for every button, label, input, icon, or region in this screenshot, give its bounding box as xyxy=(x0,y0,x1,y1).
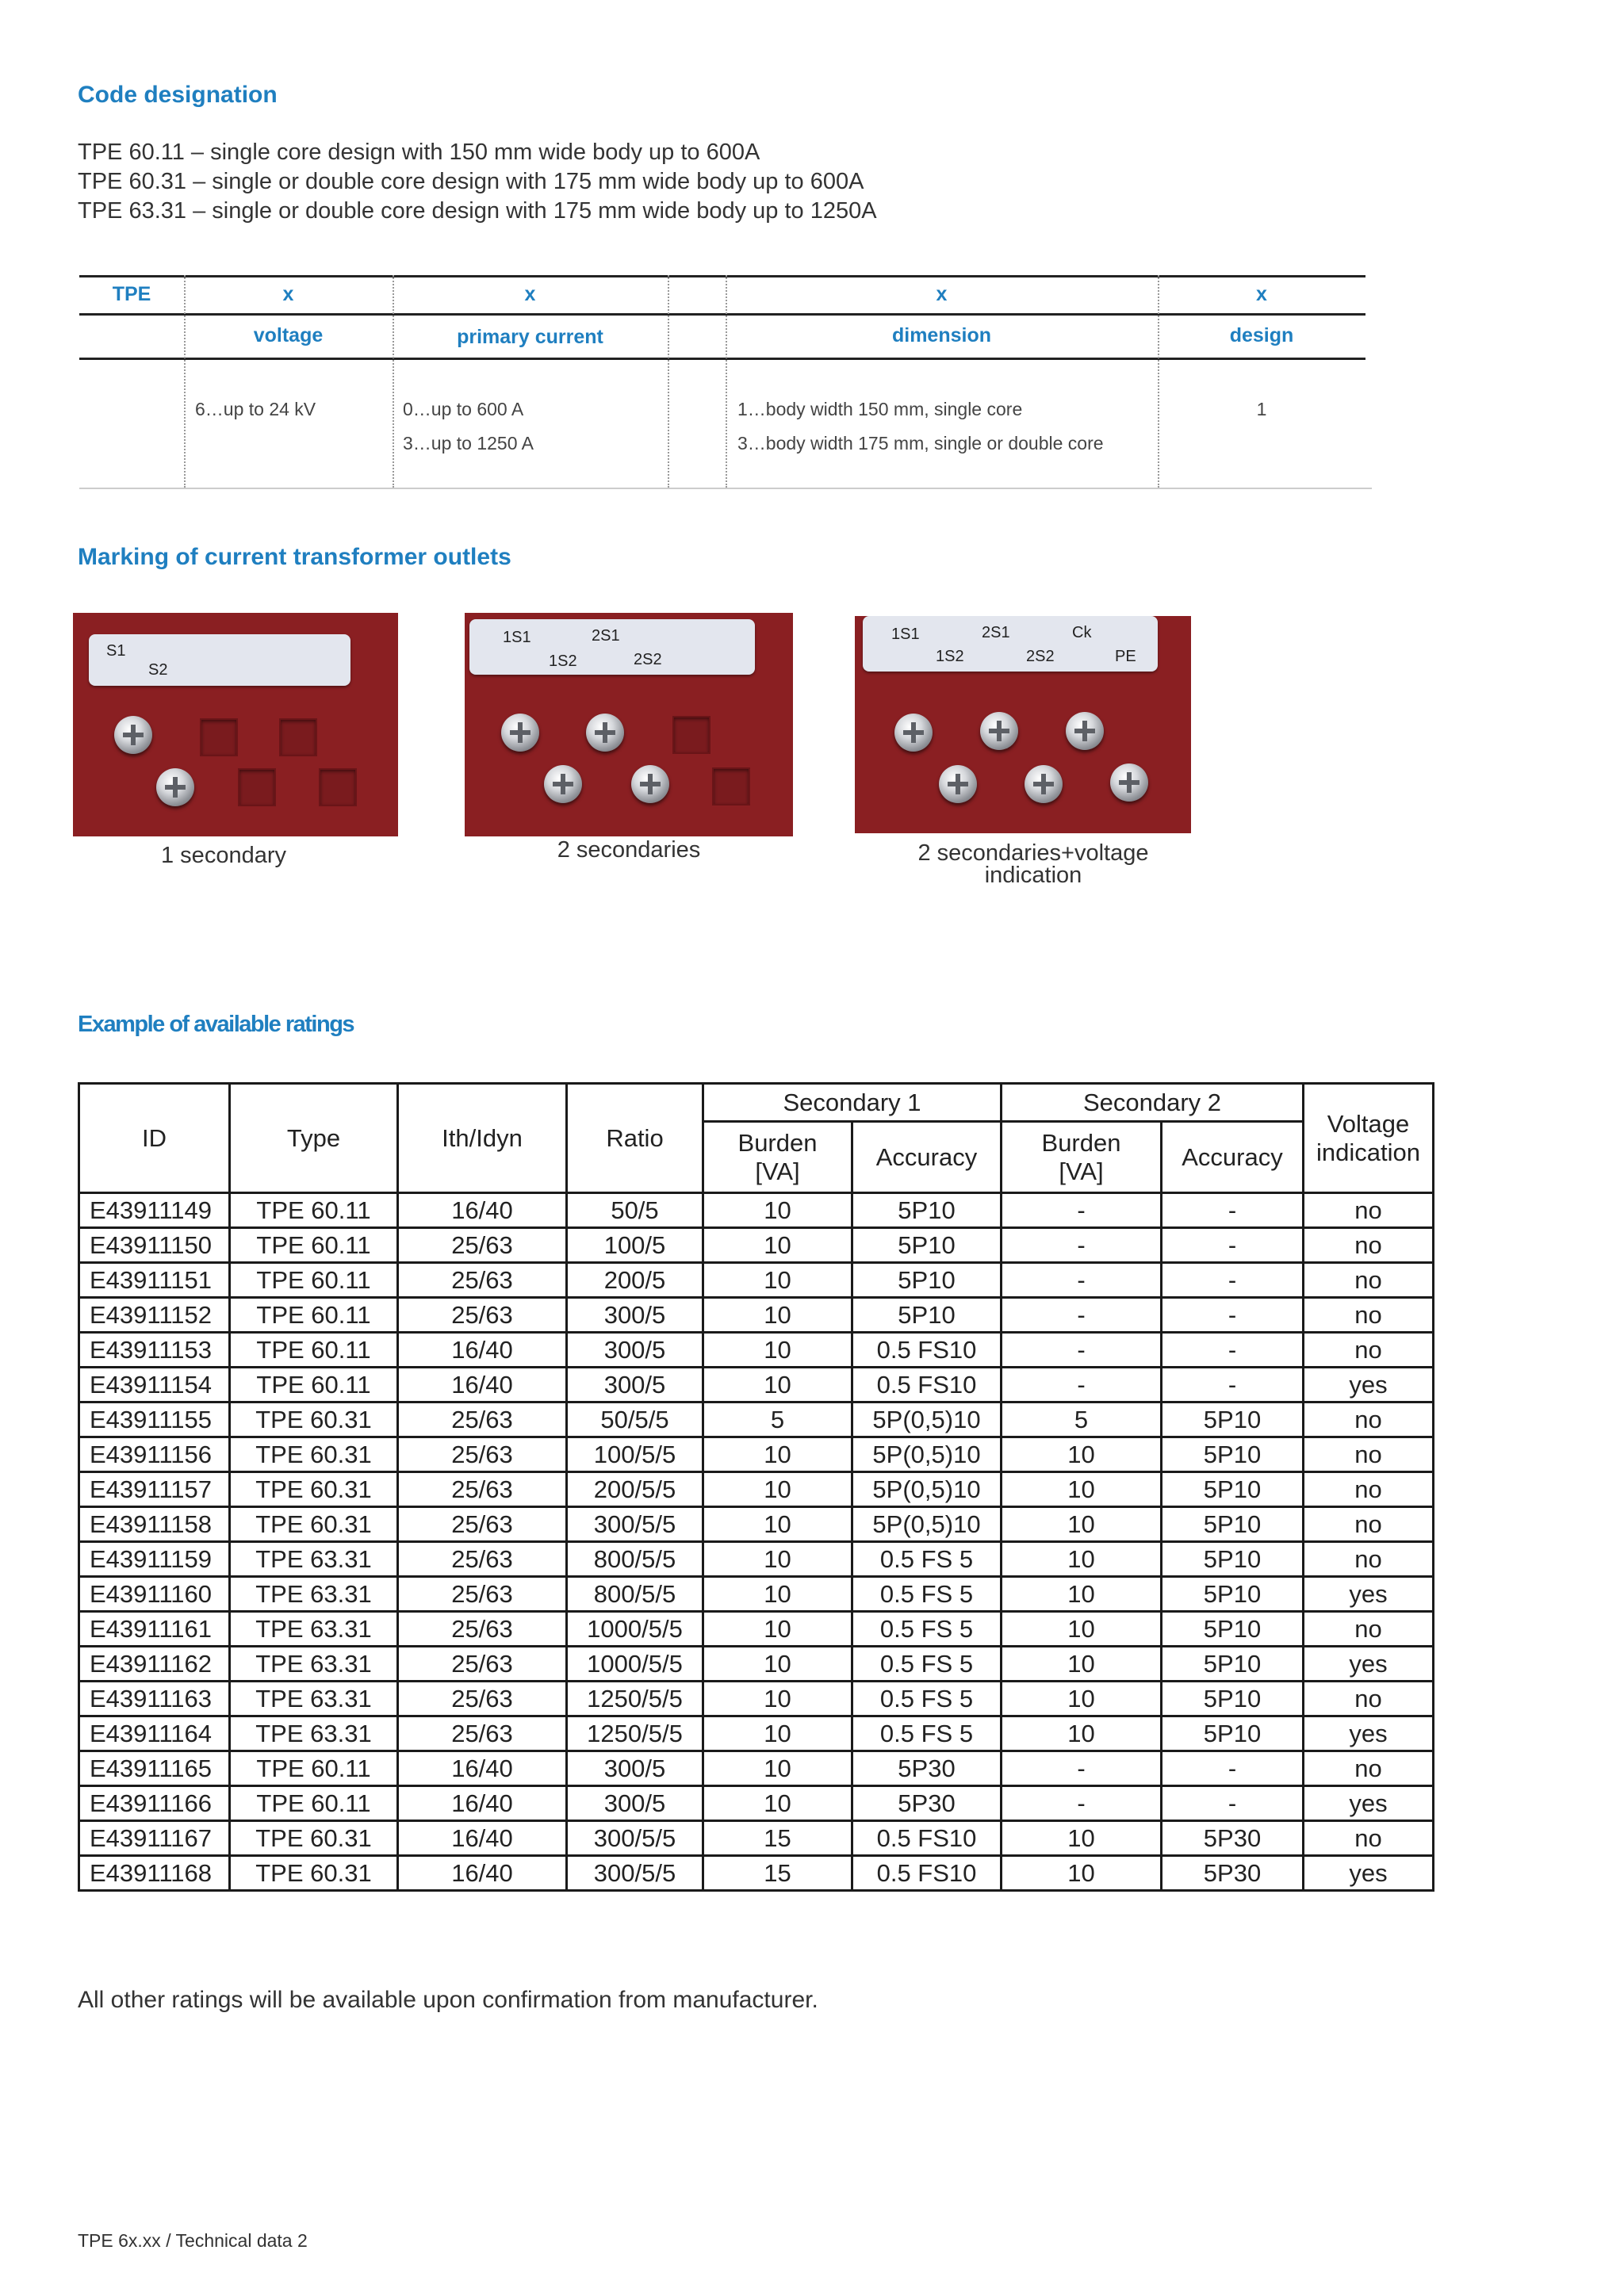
terminal-hole xyxy=(279,718,317,756)
cell-burden-1: 10 xyxy=(703,1193,852,1228)
cell-accuracy-1: 0.5 FS10 xyxy=(852,1856,1002,1891)
code-label-design: design xyxy=(1229,324,1294,346)
terminal-screw xyxy=(894,714,933,752)
cell-burden-1: 10 xyxy=(703,1263,852,1298)
cell-accuracy-1: 5P30 xyxy=(852,1786,1002,1821)
header-accuracy-1: Accuracy xyxy=(852,1122,1002,1193)
cell-burden-2: 10 xyxy=(1002,1856,1162,1891)
cell-burden-1: 10 xyxy=(703,1682,852,1716)
table-row xyxy=(79,1437,1434,1472)
table-row xyxy=(79,1472,1434,1507)
terminal-label: S2 xyxy=(148,661,168,679)
cell-burden-1: 5 xyxy=(703,1402,852,1437)
cell-accuracy-1: 5P30 xyxy=(852,1751,1002,1786)
cell-voltage-indication: yes xyxy=(1304,1716,1434,1751)
cell-burden-2: 10 xyxy=(1002,1507,1162,1542)
cell-voltage-indication: no xyxy=(1304,1612,1434,1647)
cell-accuracy-1: 0.5 FS 5 xyxy=(852,1612,1002,1647)
cell-accuracy-2: 5P10 xyxy=(1162,1682,1304,1716)
table-rule xyxy=(79,488,1372,489)
table-row xyxy=(79,1821,1434,1856)
cell-accuracy-1: 5P(0,5)10 xyxy=(852,1472,1002,1507)
terminal-hole xyxy=(712,767,750,806)
cell-type: TPE 60.31 xyxy=(230,1821,398,1856)
code-label-voltage: voltage xyxy=(253,324,324,346)
header-id: ID xyxy=(79,1084,230,1193)
terminal-hole xyxy=(319,768,357,806)
cell-burden-1: 10 xyxy=(703,1716,852,1751)
page-footer: TPE 6x.xx / Technical data 2 xyxy=(78,2230,308,2251)
terminal-label: 1S2 xyxy=(936,648,964,665)
cell-voltage-indication: no xyxy=(1304,1437,1434,1472)
terminal-screw xyxy=(501,714,539,752)
header-burden-line: Burden xyxy=(737,1128,818,1157)
code-voltage-value: 6…up to 24 kV xyxy=(195,399,316,419)
code-design-value: 1 xyxy=(1256,399,1267,419)
cell-burden-1: 10 xyxy=(703,1577,852,1612)
terminal-label: 1S1 xyxy=(891,626,920,643)
cell-ratio: 1000/5/5 xyxy=(567,1647,703,1682)
table-row xyxy=(79,1542,1434,1577)
cell-ith-idyn: 25/63 xyxy=(398,1402,567,1437)
ratings-body xyxy=(79,1193,1434,1891)
cell-voltage-indication: no xyxy=(1304,1472,1434,1507)
column-divider xyxy=(1158,275,1159,488)
cell-id: E43911164 xyxy=(79,1716,230,1751)
cell-id: E43911153 xyxy=(79,1333,230,1368)
code-primary-value: 3…up to 1250 A xyxy=(403,433,534,453)
header-secondary-2: Secondary 2 xyxy=(1002,1084,1304,1122)
cell-accuracy-2: 5P10 xyxy=(1162,1472,1304,1507)
cell-accuracy-1: 0.5 FS10 xyxy=(852,1368,1002,1402)
cell-type: TPE 63.31 xyxy=(230,1647,398,1682)
cell-ratio: 200/5/5 xyxy=(567,1472,703,1507)
cell-type: TPE 63.31 xyxy=(230,1577,398,1612)
cell-voltage-indication: no xyxy=(1304,1263,1434,1298)
cell-ratio: 1250/5/5 xyxy=(567,1716,703,1751)
table-row xyxy=(79,1612,1434,1647)
code-label-primary-current: primary current xyxy=(457,326,603,348)
cell-ith-idyn: 25/63 xyxy=(398,1437,567,1472)
cell-type: TPE 60.11 xyxy=(230,1298,398,1333)
availability-note: All other ratings will be available upon confirmation from manufacturer. xyxy=(78,1987,818,2013)
header-voltage-indication xyxy=(1304,1084,1434,1193)
table-row xyxy=(79,1193,1434,1228)
caption-line: 2 secondaries+voltage xyxy=(917,840,1149,866)
ratings-table xyxy=(78,1082,1434,1892)
cell-voltage-indication: no xyxy=(1304,1228,1434,1263)
cell-id: E43911162 xyxy=(79,1647,230,1682)
terminal-screw xyxy=(980,712,1018,750)
header-voltage-line: Voltage xyxy=(1327,1109,1410,1138)
intro-line: TPE 60.11 – single core design with 150 mm wide body up to 600A xyxy=(78,140,760,165)
cell-accuracy-2: 5P30 xyxy=(1162,1856,1304,1891)
terminal-screw xyxy=(586,714,624,752)
cell-accuracy-1: 0.5 FS 5 xyxy=(852,1647,1002,1682)
table-row xyxy=(79,1786,1434,1821)
cell-ith-idyn: 25/63 xyxy=(398,1716,567,1751)
header-ratio: Ratio xyxy=(567,1084,703,1193)
terminal-label: 2S1 xyxy=(982,624,1010,641)
cell-id: E43911149 xyxy=(79,1193,230,1228)
cell-accuracy-2: 5P10 xyxy=(1162,1542,1304,1577)
cell-accuracy-2: 5P10 xyxy=(1162,1402,1304,1437)
code-dimension-value: 1…body width 150 mm, single core xyxy=(737,399,1023,419)
cell-ratio: 300/5 xyxy=(567,1333,703,1368)
table-row xyxy=(79,1263,1434,1298)
table-row xyxy=(79,1716,1434,1751)
cell-accuracy-1: 0.5 FS 5 xyxy=(852,1716,1002,1751)
cell-voltage-indication: no xyxy=(1304,1682,1434,1716)
code-designation-heading: Code designation xyxy=(78,82,278,108)
cell-ratio: 300/5 xyxy=(567,1751,703,1786)
cell-burden-2: - xyxy=(1002,1263,1162,1298)
cell-voltage-indication: yes xyxy=(1304,1647,1434,1682)
cell-id: E43911152 xyxy=(79,1298,230,1333)
cell-type: TPE 60.31 xyxy=(230,1402,398,1437)
cell-id: E43911150 xyxy=(79,1228,230,1263)
cell-accuracy-2: - xyxy=(1162,1333,1304,1368)
cell-type: TPE 60.31 xyxy=(230,1856,398,1891)
cell-burden-1: 10 xyxy=(703,1542,852,1577)
cell-type: TPE 63.31 xyxy=(230,1716,398,1751)
cell-id: E43911168 xyxy=(79,1856,230,1891)
code-x-voltage: x xyxy=(282,283,294,305)
cell-voltage-indication: yes xyxy=(1304,1577,1434,1612)
header-burden-1 xyxy=(703,1122,852,1193)
code-x-current: x xyxy=(524,283,536,305)
column-divider xyxy=(726,275,727,488)
photo-2-secondaries xyxy=(465,613,793,836)
cell-burden-2: - xyxy=(1002,1786,1162,1821)
cell-id: E43911156 xyxy=(79,1437,230,1472)
cell-accuracy-1: 0.5 FS 5 xyxy=(852,1682,1002,1716)
cell-id: E43911160 xyxy=(79,1577,230,1612)
cell-ratio: 50/5 xyxy=(567,1193,703,1228)
cell-burden-2: - xyxy=(1002,1228,1162,1263)
intro-line: TPE 63.31 – single or double core design with 175 mm wide body up to 1250A xyxy=(78,198,877,224)
table-row xyxy=(79,1507,1434,1542)
cell-id: E43911154 xyxy=(79,1368,230,1402)
cell-accuracy-2: 5P10 xyxy=(1162,1647,1304,1682)
caption-line: indication xyxy=(984,863,1082,888)
cell-type: TPE 60.11 xyxy=(230,1193,398,1228)
ratings-heading: Example of available ratings xyxy=(78,1012,354,1037)
cell-accuracy-1: 0.5 FS10 xyxy=(852,1333,1002,1368)
cell-id: E43911151 xyxy=(79,1263,230,1298)
cell-accuracy-1: 5P(0,5)10 xyxy=(852,1437,1002,1472)
cell-type: TPE 60.11 xyxy=(230,1368,398,1402)
cell-accuracy-2: - xyxy=(1162,1751,1304,1786)
cell-ith-idyn: 16/40 xyxy=(398,1856,567,1891)
terminal-screw xyxy=(114,716,152,754)
cell-burden-2: - xyxy=(1002,1333,1162,1368)
table-rule xyxy=(79,275,1365,277)
cell-ith-idyn: 16/40 xyxy=(398,1821,567,1856)
marking-plate xyxy=(863,616,1158,672)
cell-ith-idyn: 16/40 xyxy=(398,1368,567,1402)
cell-accuracy-1: 5P(0,5)10 xyxy=(852,1507,1002,1542)
cell-type: TPE 60.11 xyxy=(230,1263,398,1298)
cell-ith-idyn: 16/40 xyxy=(398,1786,567,1821)
terminal-label: S1 xyxy=(106,642,126,660)
cell-burden-1: 10 xyxy=(703,1298,852,1333)
cell-accuracy-2: - xyxy=(1162,1298,1304,1333)
cell-voltage-indication: yes xyxy=(1304,1786,1434,1821)
cell-ratio: 800/5/5 xyxy=(567,1577,703,1612)
cell-ratio: 300/5/5 xyxy=(567,1507,703,1542)
table-row xyxy=(79,1577,1434,1612)
terminal-screw xyxy=(544,765,582,803)
cell-voltage-indication: no xyxy=(1304,1751,1434,1786)
cell-accuracy-1: 5P10 xyxy=(852,1298,1002,1333)
cell-voltage-indication: no xyxy=(1304,1333,1434,1368)
terminal-screw xyxy=(1110,763,1148,802)
cell-voltage-indication: no xyxy=(1304,1193,1434,1228)
cell-voltage-indication: no xyxy=(1304,1402,1434,1437)
terminal-screw xyxy=(939,765,977,803)
cell-burden-1: 15 xyxy=(703,1821,852,1856)
cell-burden-2: 5 xyxy=(1002,1402,1162,1437)
cell-ith-idyn: 25/63 xyxy=(398,1647,567,1682)
terminal-label: 2S1 xyxy=(592,627,620,645)
cell-burden-2: 10 xyxy=(1002,1437,1162,1472)
cell-accuracy-1: 5P(0,5)10 xyxy=(852,1402,1002,1437)
cell-type: TPE 60.31 xyxy=(230,1472,398,1507)
cell-ith-idyn: 16/40 xyxy=(398,1751,567,1786)
cell-burden-1: 10 xyxy=(703,1472,852,1507)
header-ith-idyn: Ith/Idyn xyxy=(398,1084,567,1193)
cell-burden-1: 15 xyxy=(703,1856,852,1891)
cell-burden-1: 10 xyxy=(703,1333,852,1368)
table-row xyxy=(79,1368,1434,1402)
photo-2-secondaries-voltage xyxy=(855,616,1191,833)
cell-burden-2: 10 xyxy=(1002,1472,1162,1507)
cell-ratio: 50/5/5 xyxy=(567,1402,703,1437)
marking-plate xyxy=(89,634,350,686)
cell-voltage-indication: no xyxy=(1304,1298,1434,1333)
cell-burden-2: 10 xyxy=(1002,1716,1162,1751)
terminal-hole xyxy=(238,768,276,806)
header-burden-line: [VA] xyxy=(1059,1157,1104,1185)
cell-voltage-indication: no xyxy=(1304,1821,1434,1856)
header-secondary-1: Secondary 1 xyxy=(703,1084,1002,1122)
photo-1-caption: 1 secondary xyxy=(161,843,286,868)
cell-burden-1: 10 xyxy=(703,1786,852,1821)
cell-ith-idyn: 25/63 xyxy=(398,1263,567,1298)
cell-ratio: 800/5/5 xyxy=(567,1542,703,1577)
cell-burden-1: 10 xyxy=(703,1368,852,1402)
cell-accuracy-2: - xyxy=(1162,1193,1304,1228)
terminal-screw xyxy=(156,768,194,806)
cell-type: TPE 60.11 xyxy=(230,1333,398,1368)
cell-accuracy-2: 5P10 xyxy=(1162,1612,1304,1647)
header-burden-2 xyxy=(1002,1122,1162,1193)
terminal-label: 2S2 xyxy=(1026,648,1055,665)
cell-ith-idyn: 16/40 xyxy=(398,1333,567,1368)
cell-id: E43911161 xyxy=(79,1612,230,1647)
cell-voltage-indication: no xyxy=(1304,1507,1434,1542)
cell-accuracy-2: - xyxy=(1162,1368,1304,1402)
cell-ratio: 300/5/5 xyxy=(567,1856,703,1891)
cell-accuracy-2: 5P10 xyxy=(1162,1716,1304,1751)
cell-voltage-indication: yes xyxy=(1304,1856,1434,1891)
cell-accuracy-2: - xyxy=(1162,1786,1304,1821)
table-row xyxy=(79,1228,1434,1263)
cell-ith-idyn: 25/63 xyxy=(398,1612,567,1647)
cell-burden-2: - xyxy=(1002,1298,1162,1333)
cell-accuracy-1: 0.5 FS 5 xyxy=(852,1542,1002,1577)
table-row xyxy=(79,1333,1434,1368)
cell-ratio: 1250/5/5 xyxy=(567,1682,703,1716)
terminal-screw xyxy=(1025,765,1063,803)
code-label-dimension: dimension xyxy=(891,324,991,346)
code-x-dimension: x xyxy=(936,283,948,305)
cell-ith-idyn: 25/63 xyxy=(398,1472,567,1507)
cell-burden-1: 10 xyxy=(703,1507,852,1542)
terminal-hole xyxy=(200,718,238,756)
cell-accuracy-1: 5P10 xyxy=(852,1193,1002,1228)
cell-type: TPE 63.31 xyxy=(230,1682,398,1716)
cell-type: TPE 60.31 xyxy=(230,1507,398,1542)
cell-ith-idyn: 25/63 xyxy=(398,1577,567,1612)
cell-ith-idyn: 16/40 xyxy=(398,1193,567,1228)
cell-burden-2: 10 xyxy=(1002,1821,1162,1856)
cell-id: E43911163 xyxy=(79,1682,230,1716)
column-divider xyxy=(184,275,186,488)
terminal-label: 2S2 xyxy=(634,651,662,668)
cell-accuracy-1: 5P10 xyxy=(852,1263,1002,1298)
cell-accuracy-2: 5P10 xyxy=(1162,1437,1304,1472)
cell-burden-2: 10 xyxy=(1002,1577,1162,1612)
marking-plate xyxy=(469,619,755,675)
cell-ith-idyn: 25/63 xyxy=(398,1298,567,1333)
cell-burden-1: 10 xyxy=(703,1437,852,1472)
column-divider xyxy=(668,275,669,488)
header-voltage-line: indication xyxy=(1316,1138,1420,1166)
cell-type: TPE 60.31 xyxy=(230,1437,398,1472)
cell-ratio: 300/5 xyxy=(567,1786,703,1821)
header-type: Type xyxy=(230,1084,398,1193)
cell-accuracy-2: 5P10 xyxy=(1162,1507,1304,1542)
cell-type: TPE 60.11 xyxy=(230,1751,398,1786)
cell-voltage-indication: no xyxy=(1304,1542,1434,1577)
cell-ratio: 100/5 xyxy=(567,1228,703,1263)
cell-ith-idyn: 25/63 xyxy=(398,1228,567,1263)
code-primary-value: 0…up to 600 A xyxy=(403,399,524,419)
table-rule xyxy=(79,313,1365,316)
cell-accuracy-2: 5P30 xyxy=(1162,1821,1304,1856)
cell-ratio: 100/5/5 xyxy=(567,1437,703,1472)
cell-ratio: 200/5 xyxy=(567,1263,703,1298)
cell-ith-idyn: 25/63 xyxy=(398,1542,567,1577)
cell-ratio: 300/5 xyxy=(567,1298,703,1333)
cell-burden-2: - xyxy=(1002,1193,1162,1228)
terminal-label: Ck xyxy=(1072,624,1092,641)
table-row xyxy=(79,1751,1434,1786)
cell-burden-1: 10 xyxy=(703,1647,852,1682)
cell-accuracy-2: - xyxy=(1162,1228,1304,1263)
header-accuracy-2: Accuracy xyxy=(1162,1122,1304,1193)
cell-burden-2: 10 xyxy=(1002,1612,1162,1647)
cell-accuracy-2: 5P10 xyxy=(1162,1577,1304,1612)
code-dimension-value: 3…body width 175 mm, single or double core xyxy=(737,433,1104,453)
table-row xyxy=(79,1856,1434,1891)
photo-3-caption xyxy=(855,842,1212,886)
cell-id: E43911166 xyxy=(79,1786,230,1821)
terminal-screw xyxy=(1066,712,1104,750)
code-tpe: TPE xyxy=(112,283,151,305)
cell-id: E43911155 xyxy=(79,1402,230,1437)
cell-burden-2: 10 xyxy=(1002,1682,1162,1716)
code-designation-intro xyxy=(78,138,877,226)
cell-burden-1: 10 xyxy=(703,1228,852,1263)
cell-burden-1: 10 xyxy=(703,1751,852,1786)
marking-heading: Marking of current transformer outlets xyxy=(78,544,511,570)
cell-id: E43911157 xyxy=(79,1472,230,1507)
cell-burden-2: 10 xyxy=(1002,1542,1162,1577)
cell-ratio: 1000/5/5 xyxy=(567,1612,703,1647)
cell-type: TPE 60.11 xyxy=(230,1786,398,1821)
cell-ith-idyn: 25/63 xyxy=(398,1682,567,1716)
cell-id: E43911165 xyxy=(79,1751,230,1786)
table-row xyxy=(79,1682,1434,1716)
cell-accuracy-1: 5P10 xyxy=(852,1228,1002,1263)
column-divider xyxy=(393,275,394,488)
cell-voltage-indication: yes xyxy=(1304,1368,1434,1402)
header-burden-line: [VA] xyxy=(755,1157,800,1185)
cell-type: TPE 63.31 xyxy=(230,1612,398,1647)
cell-ratio: 300/5/5 xyxy=(567,1821,703,1856)
cell-type: TPE 63.31 xyxy=(230,1542,398,1577)
terminal-label: 1S2 xyxy=(549,652,577,670)
cell-ith-idyn: 25/63 xyxy=(398,1507,567,1542)
code-designation-table xyxy=(79,275,1365,489)
intro-line: TPE 60.31 – single or double core design with 175 mm wide body up to 600A xyxy=(78,169,864,194)
code-x-design: x xyxy=(1256,283,1267,305)
photo-1-secondary xyxy=(73,613,398,836)
cell-burden-2: - xyxy=(1002,1751,1162,1786)
cell-accuracy-1: 0.5 FS10 xyxy=(852,1821,1002,1856)
cell-burden-2: - xyxy=(1002,1368,1162,1402)
cell-burden-1: 10 xyxy=(703,1612,852,1647)
photo-2-caption: 2 secondaries xyxy=(557,837,701,863)
table-row xyxy=(79,1402,1434,1437)
cell-accuracy-2: - xyxy=(1162,1263,1304,1298)
header-burden-line: Burden xyxy=(1041,1128,1121,1157)
terminal-label: 1S1 xyxy=(503,629,531,646)
cell-id: E43911159 xyxy=(79,1542,230,1577)
cell-type: TPE 60.11 xyxy=(230,1228,398,1263)
table-rule xyxy=(79,358,1365,360)
cell-accuracy-1: 0.5 FS 5 xyxy=(852,1577,1002,1612)
cell-id: E43911167 xyxy=(79,1821,230,1856)
table-row xyxy=(79,1298,1434,1333)
cell-ratio: 300/5 xyxy=(567,1368,703,1402)
cell-id: E43911158 xyxy=(79,1507,230,1542)
table-row xyxy=(79,1647,1434,1682)
cell-burden-2: 10 xyxy=(1002,1647,1162,1682)
terminal-label: PE xyxy=(1115,648,1136,665)
terminal-hole xyxy=(672,716,710,754)
terminal-screw xyxy=(631,765,669,803)
